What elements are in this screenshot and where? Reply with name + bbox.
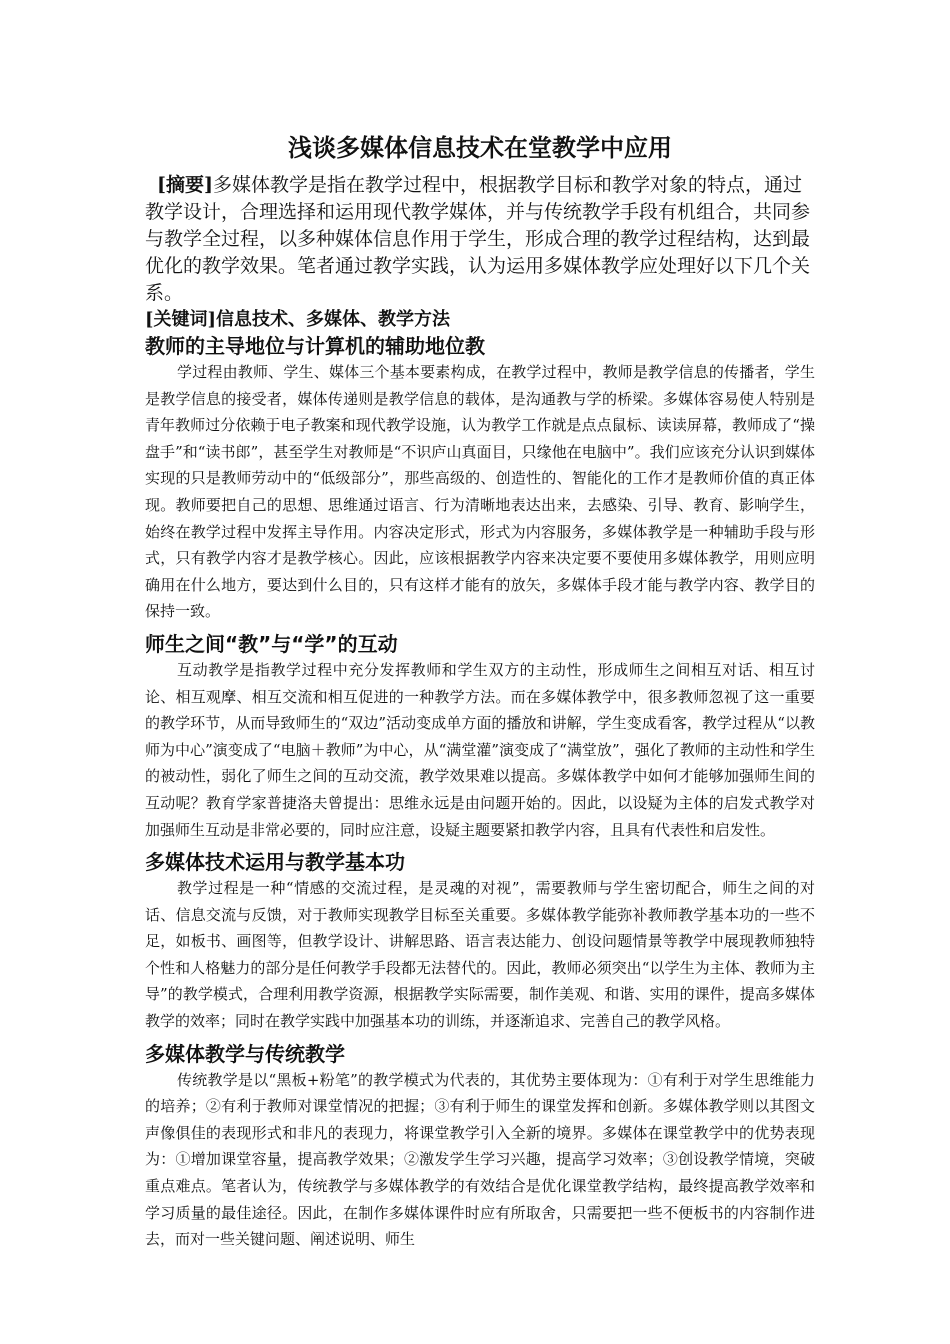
section-heading: 多媒体技术运用与教学基本功 — [145, 850, 405, 875]
section-paragraph: 传统教学是以“黑板+粉笔”的教学模式为代表的，其优势主要体现为：①有利于对学生思维能力的培养；②有利于教师对课堂情况的把握；③有利于师生的课堂发挥和创新。多媒体教学则以其图文声像俱佳的表现形式和非凡的表现力，将课堂教学引入全新的境界。多媒体在课堂教学中的优势表现为：①增加课堂容量，提高教学效果；②激发学生学习兴趣，提高学习效率；③创设教学情境，突破重点难点。笔者认为，传统教学与多媒体教学的有效结合是优化课堂教学结构，最终提高教学效率和学习质量的最佳途径。因此，在制作多媒体课件时应有所取舍，只需要把一些不便板书的内容制作进去，而对一些关键问题、阐述说明、师生 — [145, 1070, 815, 1249]
keywords-label: [关键词] — [145, 309, 217, 330]
abstract-text: 多媒体教学是指在教学过程中，根据教学目标和教学对象的特点，通过教学设计，合理选择和运用现代教学媒体，并与传统教学手段有机组合，共同参与教学全过程，以多种媒体信息作用于学生，形成合理的教学过程结构，达到最优化的教学效果。笔者通过教学实践，认为运用多媒体教学应处理好以下几个关系。 — [145, 174, 811, 304]
keywords — [145, 307, 815, 333]
keywords-text: 信息技术、多媒体、教学方法 — [216, 309, 451, 330]
abstract — [145, 172, 815, 307]
section-basic-skills — [145, 849, 815, 1035]
section-heading: 师生之间“教”与“学”的互动 — [145, 631, 398, 656]
section-teacher-role — [145, 333, 815, 625]
section-paragraph: 互动教学是指教学过程中充分发挥教师和学生双方的主动性，形成师生之间相互对话、相互讨论、相互观摩、相互交流和相互促进的一种教学方法。而在多媒体教学中，很多教师忽视了这一重要的教学环节，从而导致师生的“双边”活动变成单方面的播放和讲解，学生变成看客，教学过程从“以教师为中心”演变成了“电脑＋教师”为中心，从“满堂灌”演变成了“满堂放”，强化了教师的主动性和学生的被动性，弱化了师生之间的互动交流，教学效果难以提高。多媒体教学中如何才能够加强师生间的互动呢？教育学家普捷洛夫曾提出：思维永远是由问题开始的。因此，以设疑为主体的启发式教学对加强师生互动是非常必要的，同时应注意，设疑主题要紧扣教学内容，且具有代表性和启发性。 — [145, 660, 815, 839]
section-paragraph: 教学过程是一种“情感的交流过程，是灵魂的对视”，需要教师与学生密切配合，师生之间的对话、信息交流与反馈，对于教师实现教学目标至关重要。多媒体教学能弥补教师教学基本功的一些不足，如板书、画图等，但教学设计、讲解思路、语言表达能力、创设问题情景等教学中展现教师独特个性和人格魅力的部分是任何教学手段都无法替代的。因此，教师必须突出“以学生为主体、教师为主导”的教学模式，合理利用教学资源，根据教学实际需要，制作美观、和谐、实用的课件，提高多媒体教学的效率；同时在教学实践中加强基本功的训练，并逐渐追求、完善自己的教学风格。 — [145, 879, 815, 1031]
section-paragraph: 学过程由教师、学生、媒体三个基本要素构成，在教学过程中，教师是教学信息的传播者，学生是教学信息的接受者，媒体传递则是教学信息的载体，是沟通教与学的桥梁。多媒体容易使人特别是青年教师过分依赖于电子教案和现代教学设施，认为教学工作就是点点鼠标、读读屏幕，教师成了“操盘手”和“读书郎”，甚至学生对教师是“不识庐山真面目，只缘他在电脑中”。我们应该充分认识到媒体实现的只是教师劳动中的“低级部分”，那些高级的、创造性的、智能化的工作才是教师价值的真正体现。教师要把自己的思想、思维通过语言、行为清晰地表达出来，去感染、引导、教育、影响学生，始终在教学过程中发挥主导作用。内容决定形式，形式为内容服务，多媒体教学是一种辅助手段与形式，只有教学内容才是教学核心。因此，应该根据教学内容来决定要不要使用多媒体教学，用则应明确用在什么地方，要达到什么目的，只有这样才能有的放矢，多媒体手段才能与教学内容、教学目的保持一致。 — [145, 363, 815, 621]
section-heading: 教师的主导地位与计算机的辅助地位教 — [145, 334, 485, 358]
section-heading: 多媒体教学与传统教学 — [145, 1041, 345, 1066]
section-traditional-teaching — [145, 1041, 815, 1253]
abstract-label: [摘要] — [157, 174, 213, 196]
document-title: 浅谈多媒体信息技术在堂教学中应用 — [288, 133, 672, 162]
section-interaction — [145, 631, 815, 843]
document-page — [145, 130, 815, 1259]
